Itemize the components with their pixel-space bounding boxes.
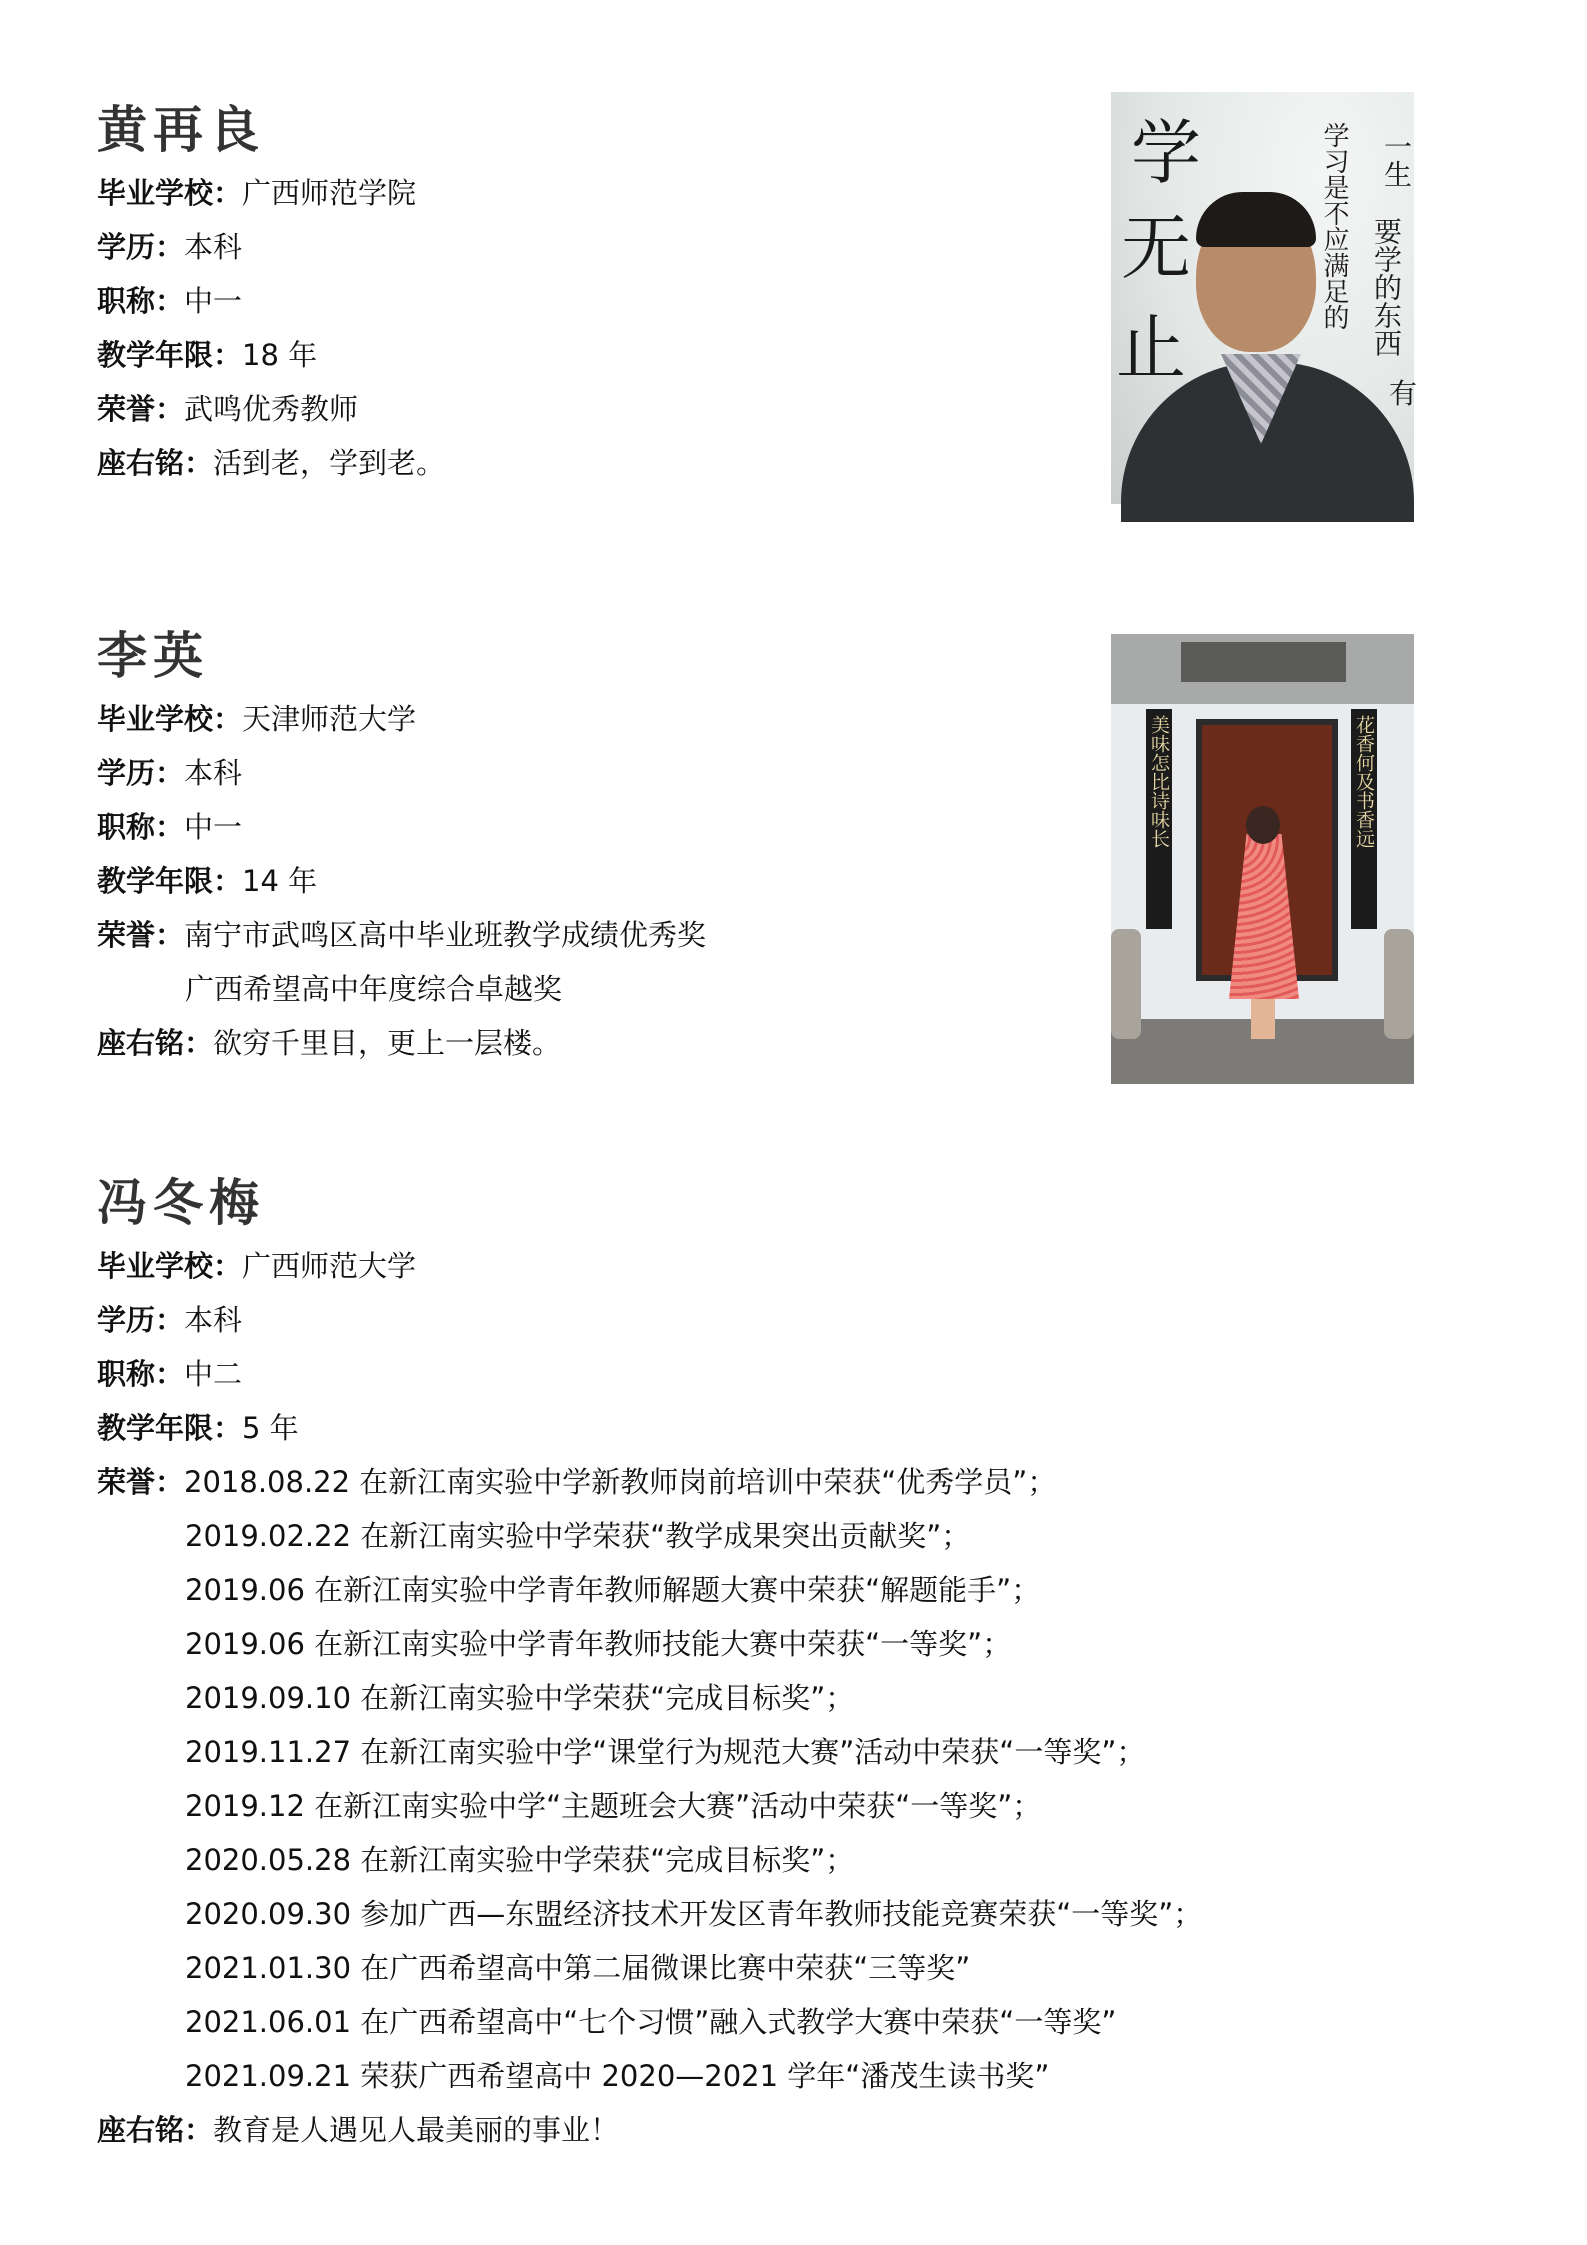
field-motto: 座右铭：欲穷千里目，更上一层楼。 (97, 1026, 562, 1060)
field-honor: 荣誉：2018.08.22 在新江南实验中学新教师岗前培训中荣获“优秀学员”； (97, 1465, 1057, 1499)
field-title: 职称：中二 (97, 1357, 243, 1391)
field-years: 教学年限：5 年 (97, 1411, 299, 1445)
field-honor: 荣誉：南宁市武鸣区高中毕业班教学成绩优秀奖 (97, 918, 707, 952)
field-title: 职称：中一 (97, 810, 243, 844)
field-motto: 座右铭：教育是人遇见人最美丽的事业！ (97, 2113, 620, 2147)
teacher-name: 黄再良 (97, 100, 265, 159)
field-education: 学历：本科 (97, 756, 243, 790)
honor-item: 2019.06 在新江南实验中学青年教师技能大赛中荣获“一等奖”； (185, 1627, 1012, 1661)
field-title: 职称：中一 (97, 284, 243, 318)
honor-item: 2019.02.22 在新江南实验中学荣获“教学成果突出贡献奖”； (185, 1519, 971, 1553)
person-legs (1251, 999, 1275, 1039)
honor-item: 广西希望高中年度综合卓越奖 (185, 972, 563, 1006)
teacher-name: 冯冬梅 (97, 1173, 265, 1232)
calligraphy-7: 有 (1389, 377, 1418, 410)
field-years: 教学年限：14 年 (97, 864, 318, 898)
field-years: 教学年限：18 年 (97, 338, 318, 372)
teacher-photo-1 (1111, 92, 1418, 504)
field-education: 学历：本科 (97, 1303, 243, 1337)
couplet-right: 花香何及书香远 (1351, 709, 1377, 929)
field-motto: 座右铭：活到老，学到老。 (97, 446, 446, 480)
honor-item: 2021.06.01 在广西希望高中“七个习惯”融入式教学大赛中荣获“一等奖” (185, 2005, 1117, 2039)
field-school: 毕业学校：广西师范大学 (97, 1249, 417, 1283)
calligraphy-1: 学 (1131, 112, 1201, 194)
field-school: 毕业学校：广西师范学院 (97, 176, 417, 210)
calligraphy-2: 无 (1121, 207, 1191, 289)
calligraphy-4: 一生 (1380, 132, 1413, 188)
door-plaque (1181, 642, 1346, 682)
honor-item: 2020.09.30 参加广西—东盟经济技术开发区青年教师技能竞赛荣获“一等奖”； (185, 1897, 1203, 1931)
teacher-name: 李英 (97, 626, 209, 685)
honor-item: 2019.12 在新江南实验中学“主题班会大赛”活动中荣获“一等奖”； (185, 1789, 1042, 1823)
honor-item: 2019.06 在新江南实验中学青年教师解题大赛中荣获“解题能手”； (185, 1573, 1041, 1607)
honor-item: 2021.09.21 荣获广西希望高中 2020—2021 学年“潘茂生读书奖” (185, 2059, 1050, 2093)
field-school: 毕业学校：天津师范大学 (97, 702, 417, 736)
stone-lion-right (1384, 929, 1414, 1039)
calligraphy-5: 要学的东西 (1370, 217, 1403, 357)
calligraphy-6: 学习是不应满足的 (1319, 122, 1349, 330)
honor-item: 2021.01.30 在广西希望高中第二届微课比赛中荣获“三等奖” (185, 1951, 971, 1985)
couplet-left: 美味怎比诗味长 (1146, 709, 1172, 929)
honor-item: 2020.05.28 在新江南实验中学荣获“完成目标奖”； (185, 1843, 855, 1877)
field-honor: 荣誉：武鸣优秀教师 (97, 392, 359, 426)
person-head (1246, 806, 1280, 844)
honor-item: 2019.09.10 在新江南实验中学荣获“完成目标奖”； (185, 1681, 855, 1715)
honor-item: 2019.11.27 在新江南实验中学“课堂行为规范大赛”活动中荣获“一等奖”； (185, 1735, 1146, 1769)
calligraphy-3: 止 (1116, 307, 1186, 389)
stone-lion-left (1111, 929, 1141, 1039)
teacher-photo-2 (1111, 634, 1414, 1084)
field-education: 学历：本科 (97, 230, 243, 264)
